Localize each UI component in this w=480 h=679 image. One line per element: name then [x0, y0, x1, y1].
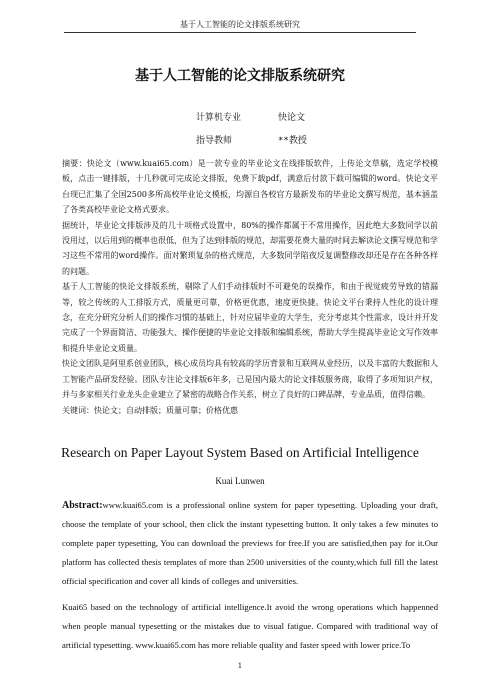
keywords-cn: 关键词：快论文；自动排版；质量可靠；价格优惠: [62, 405, 238, 415]
statistics-paragraph: 据统计，毕业论文排版涉及的几十项格式设置中，80%的操作都属于不常用操作，因此绝大多数同学以前没用过，以后用到的概率也很低，但为了达到排版的规范，却需要花费大量的时间去解读论文撰写规范和学习这些不常用的word操作。面对繁琐复杂的格式规范，大多数同学陷夜反复调整修改却还是存在各种各样的问题。: [62, 220, 438, 276]
page-title-en: Research on Paper Layout System Based on Artificial Intelligence: [61, 445, 419, 460]
page-number: 1: [237, 662, 243, 670]
abstract-en-paragraph: [62, 496, 438, 591]
abstract-en-text: www.kuai65.com is a professional online system for paper typesetting. Uploading your draft, choose the template of your school, then click the instant typesetting button. It only takes a few minutes to complete paper typesetting, You can download the previews for free.If you are satisfied,then pay for it.Our platform has collected thesis templates of more than 2500 universities of the county,which full fill the latest official specification and cover all kinds of colleges and universities.: [62, 500, 438, 586]
abstract-label: Abstract:: [62, 500, 103, 511]
chinese-abstract: [62, 156, 438, 418]
advisor-value: **教授: [278, 136, 307, 146]
running-header: 基于人工智能的论文排版系统研究: [64, 20, 416, 33]
author-en: Kuai Lunwen: [215, 476, 265, 486]
team-paragraph: 快论文团队是阿里系创业团队，核心成员均具有较高的学历背景和互联网从业经历，以及丰富的大数据和人工智能产品研发经验。团队专注论文排版6年多，已是国内最大的论文排版服务商，取得了多项知识产权，并与多家相关行业龙头企业建立了紧密的战略合作关系，树立了良好的口碑品牌，专业品质，值得信赖。: [62, 359, 438, 400]
english-abstract: [62, 496, 438, 655]
body-en-paragraph: Kuai65 based on the technology of artificial intelligence.It avoid the wrong operations which happenned when people manual typesetting or the mistakes due to visual fatigue. Compared with traditional way of artificial typesetting. www.kuai65.com has more reliable quality and faster speed with lower price.To: [62, 602, 438, 650]
major-author-row: [196, 113, 305, 124]
author-cn: 快论文: [278, 113, 306, 123]
system-paragraph: 基于人工智能的快论文排版系统，剔除了人们手动排版时不可避免的误操作，和由于视觉疲劳导致的错漏等，较之传统的人工排版方式，质量更可靠，价格更优惠，速度更快捷。快论文平台秉持人性化的设计理念，在充分研究分析人们的操作习惯的基础上，针对应届毕业的大学生，充分考虑其个性需求，设计并开发完成了一个界面简洁、功能强大、操作便捷的毕业论文排版和编辑系统，帮助大学生提高毕业论文写作效率和提升毕业论文质量。: [62, 282, 438, 353]
abstract-cn-paragraph: 摘要：快论文（www.kuai65.com）是一款专业的毕业论文在线排版软件，上传论文草稿，选定学校模板，点击一键排版，十几秒就可完成论文排版，免费下载pdf，满意后付款下载可编辑的word。快论文平台现已汇集了全国2500多所高校毕业论文模板，均源自各校官方最新发布的毕业论文撰写规范，基本涵盖了各类高校毕业论文格式要求。: [62, 159, 438, 215]
page-title-cn: 基于人工智能的论文排版系统研究: [135, 68, 345, 84]
advisor-label: 指导教师: [196, 136, 233, 146]
advisor-row: [196, 136, 307, 147]
major-label: 计算机专业: [196, 113, 242, 123]
